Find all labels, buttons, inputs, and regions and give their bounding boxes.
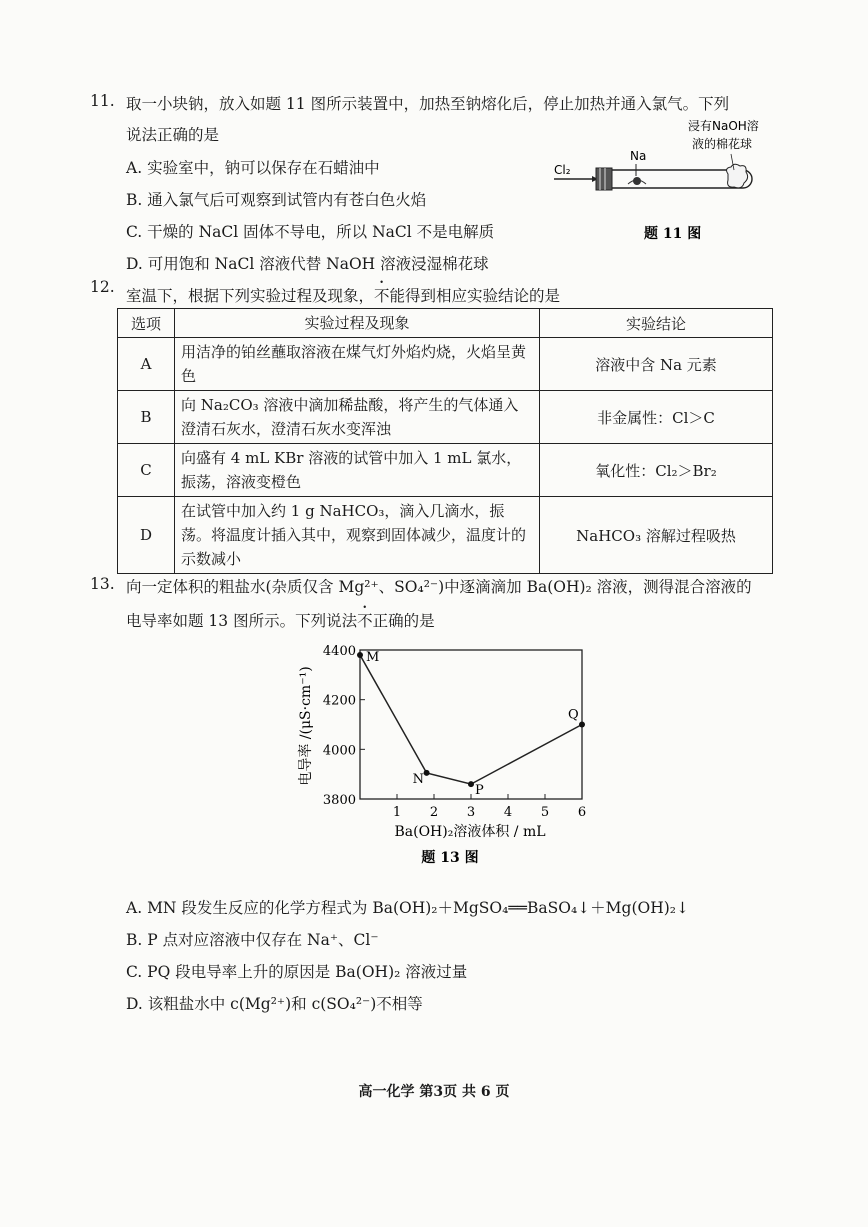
x-tick-label: 5 [540, 805, 550, 820]
row-conclusion: NaHCO₃ 溶解过程吸热 [540, 497, 773, 574]
q11-stem-line2: 说法正确的是 [126, 126, 220, 144]
q11-option-b: B. 通入氯气后可观察到试管内有苍白色火焰 [126, 191, 427, 209]
cl2-label: Cl₂ [554, 163, 571, 177]
q13-conductivity-chart [290, 630, 610, 870]
q12-number: 12. [90, 278, 115, 296]
q12-experiment-table [117, 308, 773, 574]
q13-number: 13. [90, 575, 115, 593]
row-conclusion: 氧化性：Cl₂＞Br₂ [540, 444, 773, 497]
row-process: 向盛有 4 mL KBr 溶液的试管中加入 1 mL 氯水，振荡，溶液变橙色 [175, 444, 540, 497]
x-axis-label: Ba(OH)₂溶液体积 / mL [394, 824, 546, 840]
data-point-Q [579, 722, 585, 728]
row-option: A [118, 338, 175, 391]
q12-emphasis: 不 [374, 287, 390, 305]
y-tick-label: 4200 [322, 693, 356, 709]
q13-option-a: A. MN 段发生反应的化学方程式为 Ba(OH)₂＋MgSO₄══BaSO₄↓＋Mg(OH)₂↓ [126, 899, 689, 917]
point-label-P: P [475, 783, 484, 799]
header-option: 选项 [118, 309, 175, 338]
y-tick-label: 4400 [322, 644, 356, 659]
q13-option-b: B. P 点对应溶液中仅存在 Na⁺、Cl⁻ [126, 931, 379, 949]
row-option: D [118, 497, 175, 574]
row-conclusion: 非金属性：Cl＞C [540, 391, 773, 444]
figure13-caption: 题 13 图 [421, 850, 479, 866]
plot-frame [360, 650, 582, 799]
point-label-N: N [412, 771, 424, 787]
row-conclusion: 溶液中含 Na 元素 [540, 338, 773, 391]
series-line [360, 655, 582, 784]
q13-stem-line1: 向一定体积的粗盐水(杂质仅含 Mg²⁺、SO₄²⁻)中逐滴滴加 Ba(OH)₂ 溶液，测得混合溶液的 [126, 578, 752, 596]
q11-stem-line1: 取一小块钠，放入如题 11 图所示装置中，加热至钠熔化后，停止加热并通入氯气。下列 [126, 95, 730, 113]
table-row [118, 497, 773, 574]
row-process: 向 Na₂CO₃ 溶液中滴加稀盐酸，将产生的气体通入澄清石灰水，澄清石灰水变浑浊 [175, 391, 540, 444]
q11-number: 11. [90, 92, 115, 110]
header-conclusion: 实验结论 [540, 309, 773, 338]
row-option: B [118, 391, 175, 444]
table-row [118, 391, 773, 444]
cotton-label-2: 液的棉花球 [692, 137, 753, 151]
y-tick-label: 3800 [322, 793, 356, 808]
q13-option-c: C. PQ 段电导率上升的原因是 Ba(OH)₂ 溶液过量 [126, 963, 468, 981]
row-option: C [118, 444, 175, 497]
q11-option-a: A. 实验室中，钠可以保存在石蜡油中 [126, 159, 380, 177]
x-tick-label: 1 [392, 805, 402, 820]
q11-option-d: D. 可用饱和 NaCl 溶液代替 NaOH 溶液浸湿棉花球 [126, 255, 489, 273]
data-point-N [424, 770, 430, 776]
table-row [118, 444, 773, 497]
data-point-M [357, 652, 363, 658]
na-label: Na [630, 149, 647, 163]
x-tick-label: 4 [503, 805, 513, 820]
x-tick-label: 6 [577, 805, 587, 820]
q13-stem-line2: 电导率如题 13 图所示。下列说法不正确的是 [126, 612, 435, 630]
row-process: 在试管中加入约 1 g NaHCO₃，滴入几滴水，振荡。将温度计插入其中，观察到固体减少，温度计的示数减小 [175, 497, 540, 574]
table-row [118, 338, 773, 391]
point-label-M: M [366, 649, 380, 665]
q13-option-d: D. 该粗盐水中 c(Mg²⁺)和 c(SO₄²⁻)不相等 [126, 995, 423, 1013]
q13-emphasis: 不 [357, 612, 373, 630]
q11-apparatus-figure [548, 118, 788, 248]
data-point-P [468, 781, 474, 787]
table-header-row [118, 309, 773, 338]
y-axis-label: 电导率 /(μS·cm⁻¹) [298, 666, 314, 786]
x-tick-label: 2 [429, 805, 439, 820]
cotton-label-1: 浸有NaOH溶 [688, 119, 759, 133]
header-process: 实验过程及现象 [175, 309, 540, 338]
q12-stem: 室温下，根据下列实验过程及现象，不能得到相应实验结论的是 [126, 287, 561, 305]
x-tick-label: 3 [466, 805, 476, 820]
point-label-Q: Q [568, 707, 579, 723]
figure11-caption: 题 11 图 [644, 226, 702, 242]
q11-option-c: C. 干燥的 NaCl 固体不导电，所以 NaCl 不是电解质 [126, 223, 495, 241]
page-footer: 高一化学 第3页 共 6 页 [358, 1084, 510, 1100]
y-tick-label: 4000 [322, 743, 356, 759]
row-process: 用洁净的铂丝蘸取溶液在煤气灯外焰灼烧，火焰呈黄色 [175, 338, 540, 391]
